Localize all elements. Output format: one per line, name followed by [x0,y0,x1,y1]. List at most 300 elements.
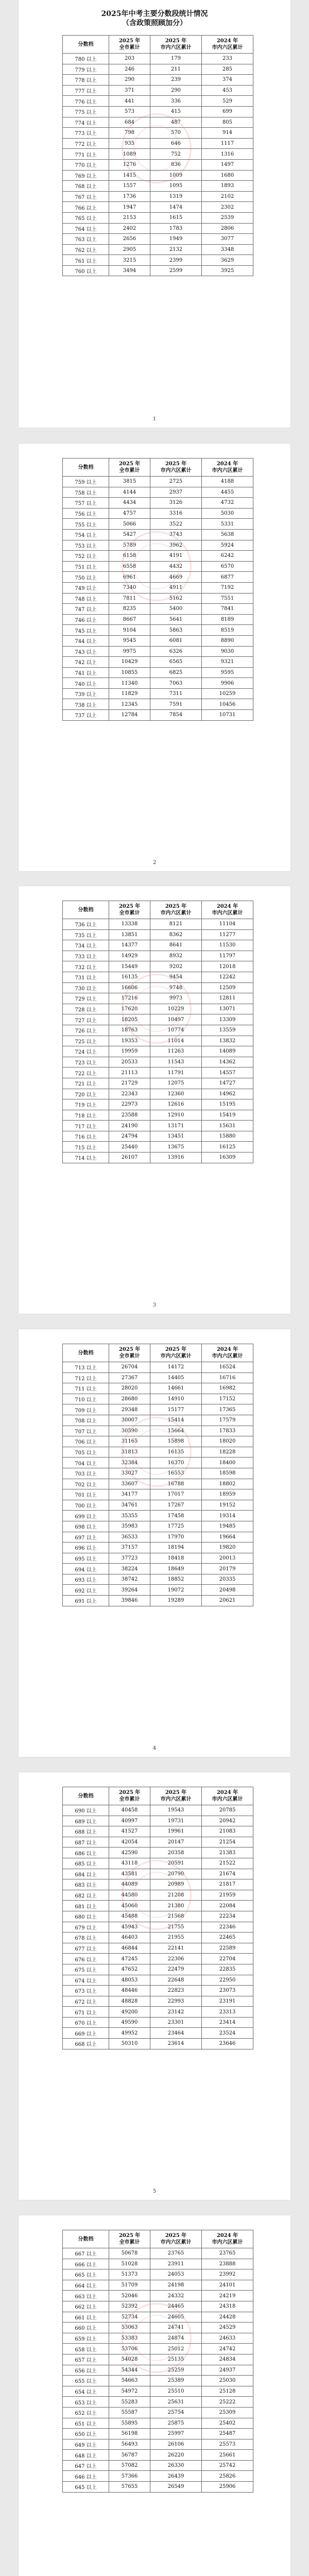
cell-2025-six-district-total: 19731 [150,1816,202,1826]
cell-2024-six-district-total: 24633 [202,2333,253,2344]
cell-score-band: 736 以上 [63,919,109,930]
cell-2025-city-total: 35355 [109,1511,150,1521]
cell-2025-city-total: 45488 [109,1911,150,1922]
cell-2024-six-district-total: 25222 [202,2397,253,2408]
cell-2024-six-district-total: 22950 [202,1975,253,1986]
cell-2025-six-district-total: 1095 [150,181,202,192]
cell-2025-city-total: 290 [109,75,150,86]
cell-2025-city-total: 38742 [109,1574,150,1585]
cell-score-band: 718 以上 [63,1110,109,1121]
table-row [63,2017,253,2028]
cell-score-band: 685 以上 [63,1858,109,1869]
cell-2024-six-district-total: 23191 [202,1996,253,2007]
header-label: 全市累计 [119,1353,140,1359]
cell-2024-six-district-total: 18020 [202,1436,253,1447]
cell-2025-six-district-total: 336 [150,96,202,107]
cell-score-band: 767 以上 [63,191,109,202]
table-row [63,234,253,245]
cell-2024-six-district-total: 19485 [202,1521,253,1532]
cell-2025-city-total: 47245 [109,1954,150,1964]
table-row [63,972,253,982]
cell-2025-city-total: 3494 [109,265,150,276]
cell-score-band: 754 以上 [63,529,109,540]
cell-score-band: 770 以上 [63,159,109,170]
table-row [63,1553,253,1564]
cell-2025-city-total: 24190 [109,1121,150,1131]
cell-2025-city-total: 31165 [109,1436,150,1447]
cell-2025-city-total: 49590 [109,2017,150,2028]
cell-score-band: 716 以上 [63,1131,109,1142]
table-row [63,1996,253,2007]
table-row [63,1014,253,1025]
header-year: 2024 年 [216,1790,238,1795]
cell-2024-six-district-total: 21383 [202,1848,253,1858]
cell-2024-six-district-total: 17833 [202,1426,253,1436]
cell-2025-six-district-total: 415 [150,106,202,117]
table-row [63,477,253,487]
table-row [63,181,253,192]
cell-2025-six-district-total: 211 [150,64,202,75]
table-row [63,1574,253,1585]
cell-2024-six-district-total: 23888 [202,2259,253,2269]
cell-2025-city-total: 8235 [109,604,150,615]
cell-score-band: 712 以上 [63,1372,109,1383]
cell-score-band: 704 以上 [63,1458,109,1468]
header-year: 2025 年 [118,2233,141,2239]
cell-2024-six-district-total: 1117 [202,138,253,149]
cell-score-band: 773 以上 [63,128,109,139]
cell-2025-city-total: 33027 [109,1468,150,1479]
cell-score-band: 746 以上 [63,614,109,625]
header-year: 2025 年 [118,1347,141,1352]
cell-2024-six-district-total: 14089 [202,1046,253,1057]
cell-score-band: 647 以上 [63,2460,109,2471]
cell-2025-six-district-total: 2725 [150,477,202,487]
page-number: 1 [152,416,157,422]
document-page [19,444,290,871]
table-row [63,2365,253,2376]
header-year: 2025 年 [165,1790,187,1795]
table-row [63,1869,253,1879]
cell-2025-city-total: 6961 [109,572,150,583]
table-row [63,582,253,593]
cell-2025-city-total: 6558 [109,561,150,572]
cell-2025-city-total: 48828 [109,1996,150,2007]
header-2025-six-district-total [150,2230,202,2248]
cell-2025-city-total: 25440 [109,1142,150,1153]
cell-2025-six-district-total: 17458 [150,1511,202,1521]
table-row [63,1500,253,1511]
table-row [63,1975,253,1986]
cell-2025-six-district-total: 19072 [150,1585,202,1596]
header-label: 市内六区累计 [160,910,192,916]
cell-2024-six-district-total: 18228 [202,1447,253,1458]
header-label: 市内六区累计 [212,2240,243,2245]
cell-score-band: 652 以上 [63,2407,109,2418]
cell-score-band: 728 以上 [63,1004,109,1014]
cell-score-band: 671 以上 [63,2007,109,2018]
cell-2025-city-total: 50678 [109,2248,150,2259]
table-row [63,710,253,721]
cell-2025-six-district-total: 23614 [150,2039,202,2049]
cell-2025-six-district-total: 15664 [150,1426,202,1436]
cell-2025-six-district-total: 752 [150,149,202,160]
cell-2025-six-district-total: 20358 [150,1848,202,1858]
cell-2025-city-total: 5066 [109,519,150,530]
cell-score-band: 686 以上 [63,1848,109,1858]
cell-2025-six-district-total: 18852 [150,1574,202,1585]
header-label: 市内六区累计 [160,2240,192,2245]
cell-score-band: 730 以上 [63,982,109,993]
table-row [63,1489,253,1500]
cell-score-band: 649 以上 [63,2439,109,2450]
cell-2025-city-total: 28020 [109,1383,150,1394]
cell-2025-city-total: 39264 [109,1585,150,1596]
header-2025-city-total [109,1787,150,1805]
header-score-band: 分数档 [63,36,109,54]
cell-2024-six-district-total: 5638 [202,529,253,540]
cell-2025-six-district-total: 25754 [150,2407,202,2418]
header-year: 2024 年 [216,461,238,467]
table-row [63,1911,253,1922]
cell-2024-six-district-total: 24834 [202,2354,253,2365]
cell-2024-six-district-total: 13071 [202,1004,253,1014]
cell-score-band: 693 以上 [63,1574,109,1585]
table-row [63,540,253,551]
cell-2025-city-total: 37723 [109,1553,150,1564]
table-row [63,1532,253,1543]
table-row [63,561,253,572]
cell-2025-six-district-total: 8362 [150,929,202,940]
cell-2025-six-district-total: 24332 [150,2291,202,2301]
cell-2025-city-total: 7811 [109,593,150,604]
cell-2024-six-district-total: 19820 [202,1543,253,1553]
cell-score-band: 710 以上 [63,1394,109,1404]
table-row [63,1404,253,1415]
cell-2025-six-district-total: 15898 [150,1436,202,1447]
cell-2025-six-district-total: 20989 [150,1879,202,1890]
cell-score-band: 651 以上 [63,2418,109,2429]
cell-2024-six-district-total: 699 [202,106,253,117]
table-header-row [63,901,253,919]
cell-2024-six-district-total: 25402 [202,2418,253,2429]
cell-2025-six-district-total: 8121 [150,919,202,930]
table-row [63,191,253,202]
cell-2024-six-district-total: 22234 [202,1911,253,1922]
cell-2024-six-district-total: 12509 [202,982,253,993]
cell-2025-six-district-total: 3962 [150,540,202,551]
table-row [63,919,253,930]
cell-score-band: 656 以上 [63,2365,109,2376]
table-header-row [63,459,253,477]
cell-2024-six-district-total: 23073 [202,1986,253,1996]
cell-2025-six-district-total: 22141 [150,1943,202,1954]
cell-2024-six-district-total: 20498 [202,1585,253,1596]
table-row [63,85,253,96]
cell-2025-city-total: 10429 [109,657,150,668]
cell-2025-city-total: 34177 [109,1489,150,1500]
cell-2024-six-district-total: 25661 [202,2450,253,2461]
header-label: 全市累计 [119,2240,140,2245]
cell-2025-city-total: 57366 [109,2471,150,2482]
cell-2025-city-total: 51709 [109,2280,150,2291]
cell-2025-six-district-total: 1783 [150,223,202,234]
cell-2025-city-total: 12345 [109,699,150,710]
cell-score-band: 772 以上 [63,138,109,149]
cell-2025-six-district-total: 2132 [150,244,202,255]
title-block [19,0,290,28]
cell-score-band: 690 以上 [63,1805,109,1816]
cell-score-band: 780 以上 [63,54,109,64]
cell-2025-city-total: 21113 [109,1067,150,1078]
cell-2025-six-district-total: 6825 [150,667,202,678]
table-row [63,614,253,625]
cell-score-band: 717 以上 [63,1121,109,1131]
cell-2025-city-total: 49200 [109,2007,150,2018]
table-row [63,2418,253,2429]
cell-score-band: 687 以上 [63,1837,109,1848]
table-row [63,2007,253,2018]
cell-2025-city-total: 21729 [109,1078,150,1089]
cell-2024-six-district-total: 21674 [202,1869,253,1879]
cell-score-band: 653 以上 [63,2397,109,2408]
cell-score-band: 681 以上 [63,1901,109,1911]
cell-score-band: 720 以上 [63,1089,109,1099]
table-row [63,244,253,255]
cell-2025-city-total: 23588 [109,1110,150,1121]
cell-2024-six-district-total: 12242 [202,972,253,982]
cell-2025-six-district-total: 7063 [150,678,202,689]
cell-2025-six-district-total: 11014 [150,1036,202,1046]
cell-2025-city-total: 5427 [109,529,150,540]
cell-2025-six-district-total: 9202 [150,961,202,972]
cell-score-band: 763 以上 [63,234,109,245]
table-row [63,1564,253,1574]
cell-2025-city-total: 28680 [109,1394,150,1404]
cell-2025-six-district-total: 836 [150,159,202,170]
header-year: 2024 年 [216,2233,238,2239]
cell-score-band: 761 以上 [63,255,109,266]
cell-2024-six-district-total: 5030 [202,508,253,519]
table-row [63,1110,253,1121]
cell-score-band: 727 以上 [63,1014,109,1025]
table-row [63,940,253,951]
cell-score-band: 722 以上 [63,1067,109,1078]
cell-2025-city-total: 42590 [109,1848,150,1858]
cell-2025-six-district-total: 12616 [150,1099,202,1110]
cell-2024-six-district-total: 7192 [202,582,253,593]
cell-2024-six-district-total: 15631 [202,1121,253,1131]
cell-score-band: 677 以上 [63,1943,109,1954]
header-label: 全市累计 [119,1797,140,1802]
table-row [63,1004,253,1014]
cell-2024-six-district-total: 805 [202,117,253,128]
cell-2025-city-total: 54028 [109,2354,150,2365]
header-2025-six-district-total [150,36,202,54]
cell-score-band: 766 以上 [63,202,109,213]
cell-2025-city-total: 45060 [109,1901,150,1911]
cell-2025-city-total: 56493 [109,2439,150,2450]
cell-2025-six-district-total: 3316 [150,508,202,519]
table-row [63,646,253,657]
cell-2024-six-district-total: 4188 [202,477,253,487]
table-row [63,1362,253,1373]
cell-2025-city-total: 8667 [109,614,150,625]
cell-2025-city-total: 15449 [109,961,150,972]
cell-score-band: 724 以上 [63,1046,109,1057]
cell-2025-six-district-total: 11791 [150,1067,202,1078]
cell-2025-six-district-total: 26330 [150,2460,202,2471]
cell-2025-six-district-total: 17725 [150,1521,202,1532]
cell-score-band: 713 以上 [63,1362,109,1373]
cell-2025-six-district-total: 17017 [150,1489,202,1500]
document-page [19,2215,290,2576]
cell-2024-six-district-total: 23313 [202,2007,253,2018]
cell-2024-six-district-total: 24318 [202,2301,253,2312]
cell-2025-city-total: 52046 [109,2291,150,2301]
cell-2024-six-district-total: 10456 [202,699,253,710]
header-label: 市内六区累计 [160,468,192,473]
cell-2025-six-district-total: 14910 [150,1394,202,1404]
document-page [19,0,290,428]
cell-2025-six-district-total: 4911 [150,582,202,593]
cell-score-band: 729 以上 [63,993,109,1004]
cell-2025-six-district-total: 3126 [150,498,202,509]
cell-2024-six-district-total: 3925 [202,265,253,276]
cell-2025-six-district-total: 5400 [150,604,202,615]
table-row [63,2460,253,2471]
table-row [63,1153,253,1163]
cell-2025-six-district-total: 25389 [150,2376,202,2386]
cell-2025-six-district-total: 3743 [150,529,202,540]
cell-2025-city-total: 17216 [109,993,150,1004]
table-row [63,529,253,540]
cell-2024-six-district-total: 8519 [202,625,253,636]
cell-score-band: 678 以上 [63,1933,109,1943]
cell-2024-six-district-total: 24937 [202,2365,253,2376]
cell-2025-six-district-total: 22479 [150,1964,202,1975]
cell-2025-six-district-total: 12360 [150,1089,202,1099]
cell-score-band: 735 以上 [63,929,109,940]
table-row [63,593,253,604]
cell-2025-city-total: 46844 [109,1943,150,1954]
table-row [63,1394,253,1404]
header-label: 市内六区累计 [212,1353,243,1359]
header-2024-six-district-total [202,2230,253,2248]
cell-score-band: 650 以上 [63,2429,109,2439]
table-row [63,1036,253,1046]
header-label: 市内六区累计 [212,45,243,50]
cell-2025-six-district-total: 24605 [150,2312,202,2323]
table-row [63,1089,253,1099]
cell-2025-city-total: 26107 [109,1153,150,1163]
cell-2024-six-district-total: 5331 [202,519,253,530]
header-2025-six-district-total [150,1344,202,1362]
cell-2025-six-district-total: 14405 [150,1372,202,1383]
cell-score-band: 745 以上 [63,625,109,636]
header-label: 市内六区累计 [160,45,192,50]
cell-score-band: 669 以上 [63,2028,109,2039]
cell-2025-six-district-total: 646 [150,138,202,149]
cell-2024-six-district-total: 11104 [202,919,253,930]
cell-2025-six-district-total: 290 [150,85,202,96]
table-row [63,96,253,107]
cell-score-band: 738 以上 [63,699,109,710]
cell-2025-six-district-total: 5863 [150,625,202,636]
cell-2025-six-district-total: 14661 [150,1383,202,1394]
cell-2025-city-total: 22973 [109,1099,150,1110]
cell-2024-six-district-total: 15419 [202,1110,253,1121]
cell-2025-six-district-total: 6565 [150,657,202,668]
cell-score-band: 670 以上 [63,2017,109,2028]
cell-2024-six-district-total: 14557 [202,1067,253,1078]
cell-2025-six-district-total: 7311 [150,688,202,699]
table-row [63,255,253,266]
cell-2024-six-district-total: 15880 [202,1131,253,1142]
cell-2025-six-district-total: 19543 [150,1805,202,1816]
cell-2025-six-district-total: 13916 [150,1153,202,1163]
cell-2025-six-district-total: 6326 [150,646,202,657]
cell-2025-six-district-total: 12075 [150,1078,202,1089]
cell-2024-six-district-total: 22704 [202,1954,253,1964]
cell-score-band: 658 以上 [63,2344,109,2354]
table-row [63,1078,253,1089]
cell-2025-city-total: 44089 [109,1879,150,1890]
table-row [63,1596,253,1606]
cell-2025-city-total: 11340 [109,678,150,689]
header-label: 市内六区累计 [212,1797,243,1802]
cell-score-band: 697 以上 [63,1532,109,1543]
table-row [63,2482,253,2493]
cell-score-band: 666 以上 [63,2259,109,2269]
cell-2024-six-district-total: 21817 [202,1879,253,1890]
cell-score-band: 755 以上 [63,519,109,530]
cell-score-band: 657 以上 [63,2354,109,2365]
cell-2025-city-total: 27367 [109,1372,150,1383]
cell-2024-six-district-total: 20785 [202,1805,253,1816]
cell-score-band: 703 以上 [63,1468,109,1479]
cell-2025-six-district-total: 24741 [150,2323,202,2333]
table-row [63,138,253,149]
header-label: 市内六区累计 [212,910,243,916]
cell-2025-six-district-total: 11263 [150,1046,202,1057]
cell-2024-six-district-total: 7551 [202,593,253,604]
cell-2024-six-district-total: 6570 [202,561,253,572]
cell-2025-city-total: 798 [109,128,150,139]
header-year: 2025 年 [118,461,141,467]
cell-2024-six-district-total: 24101 [202,2280,253,2291]
header-2025-six-district-total [150,459,202,477]
cell-2025-city-total: 57655 [109,2482,150,2493]
cell-2024-six-district-total: 18802 [202,1479,253,1489]
cell-2024-six-district-total: 4732 [202,498,253,509]
cell-2025-city-total: 54344 [109,2365,150,2376]
table-row [63,1383,253,1394]
cell-2024-six-district-total: 23646 [202,2039,253,2049]
cell-2024-six-district-total: 23414 [202,2017,253,2028]
cell-2025-six-district-total: 3522 [150,519,202,530]
cell-score-band: 674 以上 [63,1975,109,1986]
cell-2025-city-total: 55587 [109,2407,150,2418]
cell-2025-six-district-total: 14172 [150,1362,202,1373]
cell-2025-city-total: 47652 [109,1964,150,1975]
cell-2025-city-total: 38224 [109,1564,150,1574]
cell-2025-six-district-total: 26106 [150,2439,202,2450]
cell-2025-six-district-total: 15177 [150,1404,202,1415]
header-year: 2025 年 [165,2233,187,2239]
cell-2024-six-district-total: 20942 [202,1816,253,1826]
table-header-row [63,36,253,54]
